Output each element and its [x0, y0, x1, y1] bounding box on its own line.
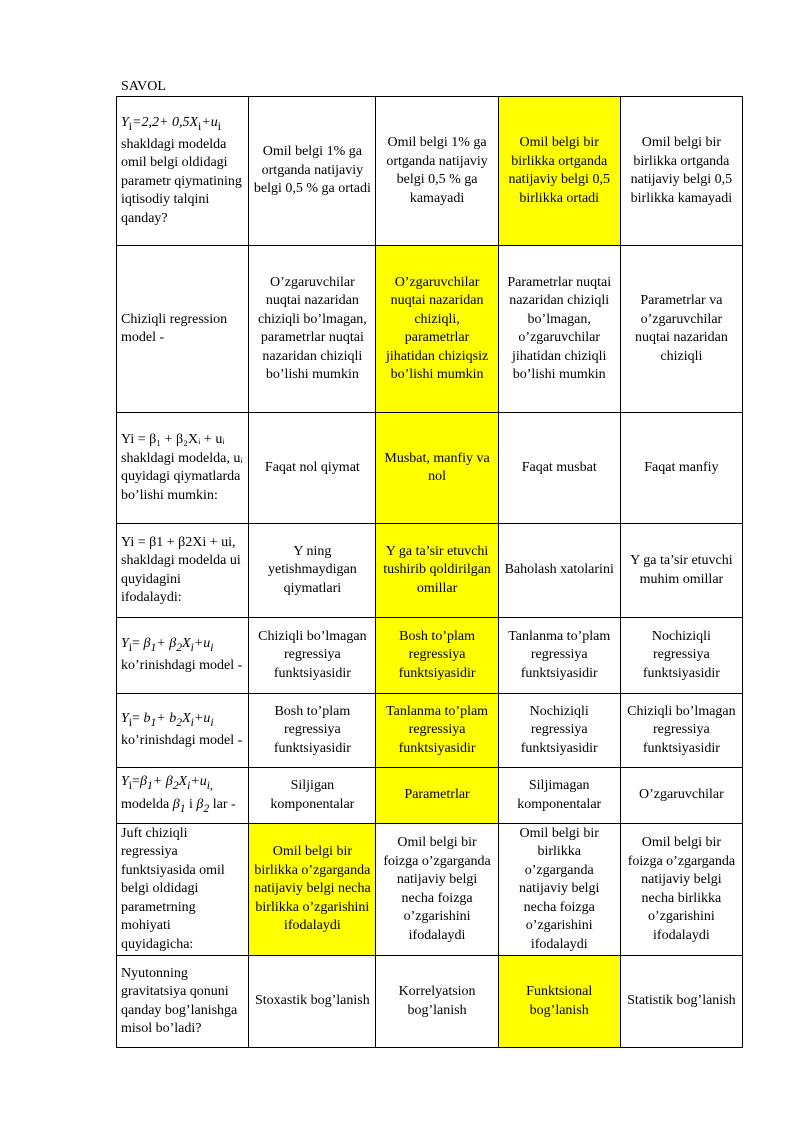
question-text: ko’rinishdagi model -: [121, 658, 243, 674]
answer-option-d: Y ga ta’sir etuvchi muhim omillar: [620, 524, 742, 618]
answer-option-d: O’zgaruvchilar: [620, 768, 742, 824]
answer-option-d: Omil belgi bir birlikka ortganda natijaviy belgi 0,5 birlikka kamayadi: [620, 97, 742, 246]
page-heading: SAVOL: [121, 79, 166, 94]
formula-sub: 2: [172, 779, 179, 792]
formula-plus: +: [193, 711, 204, 727]
question-cell: Yi = β1 + β2Xi + ui, shakldagi modelda ui quyidagini ifodalaydi:: [117, 524, 249, 618]
answer-option-c: Siljimagan komponentalar: [498, 768, 620, 824]
answer-option-a: Bosh to’plam regressiya funktsiyasidir: [249, 694, 376, 768]
answer-option-b-correct: Musbat, manfiy va nol: [376, 413, 498, 524]
formula-sub: i,: [206, 779, 213, 792]
question-text: modelda: [121, 796, 173, 812]
question-text: shakldagi modelda, uᵢ quyidagi qiymatlarda bo’lishi mumkin:: [121, 450, 243, 503]
answer-option-a: Siljigan komponentalar: [249, 768, 376, 824]
formula-sub: 1: [146, 779, 153, 792]
formula-sub: 2: [176, 715, 183, 729]
formula-sub: i: [128, 640, 133, 654]
answer-option-c: Tanlanma to’plam regressiya funktsiyasidir: [498, 618, 620, 694]
answer-option-d: Omil belgi bir foizga o’zgarganda natijaviy belgi necha birlikka o’zgarishini ifodalaydi: [620, 824, 742, 956]
answer-option-b-correct: Y ga ta’sir etuvchi tushirib qoldirilgan omillar: [376, 524, 498, 618]
formula-b2: β: [165, 774, 173, 790]
formula-y: Y: [121, 114, 129, 130]
question-row-7: [117, 768, 743, 824]
answer-option-a: Omil belgi 1% ga ortganda natijaviy belgi 0,5 % ga ortadi: [249, 97, 376, 246]
formula-sub: i: [190, 640, 194, 654]
formula-eq: =: [132, 774, 140, 790]
question-row-4: [117, 524, 743, 618]
question-cell: [117, 97, 249, 246]
answer-option-c-correct: Omil belgi bir birlikka ortganda natijaviy belgi 0,5 birlikka ortadi: [498, 97, 620, 246]
answer-option-c: Baholash xatolarini: [498, 524, 620, 618]
formula-u: u: [203, 711, 211, 727]
formula-y: Y: [121, 711, 129, 727]
formula-sub: 2: [176, 640, 183, 654]
answer-option-a: Y ning yetishmaydigan qiymatlari: [249, 524, 376, 618]
formula-sub: i: [190, 715, 194, 729]
formula-b2: b: [169, 711, 177, 727]
formula-plus: +: [152, 774, 166, 790]
formula-sub: i: [128, 119, 133, 133]
answer-option-c: Faqat musbat: [498, 413, 620, 524]
formula-x: X: [182, 711, 191, 727]
answer-option-c: Omil belgi bir birlikka o’zgarganda natijaviy belgi necha foizga o’zgarishini ifodalaydi: [498, 824, 620, 956]
question-row-9: [117, 956, 743, 1048]
answer-option-d: Chiziqli bo’lmagan regressiya funktsiyasidir: [620, 694, 742, 768]
answer-option-b-correct: Bosh to’plam regressiya funktsiyasidir: [376, 618, 498, 694]
formula-x: X: [189, 114, 199, 130]
answer-option-b-correct: Tanlanma to’plam regressiya funktsiyasidir: [376, 694, 498, 768]
question-row-3: [117, 413, 743, 524]
formula-coeff: =2,2+ 0,5: [132, 114, 190, 130]
question-cell: [117, 768, 249, 824]
formula-u: u: [203, 636, 211, 652]
formula-sub: i: [128, 779, 133, 792]
formula-sub: 2: [203, 801, 210, 815]
formula-sub: i: [187, 779, 191, 792]
answer-option-a: Chiziqli bo’lmagan regressiya funktsiyasidir: [249, 618, 376, 694]
formula-x: X: [178, 774, 188, 790]
answer-option-c: Parametrlar nuqtai nazaridan chiziqli bo’lmagan, o’zgaruvchilar jihatidan chiziqli bo’lishi mumkin: [498, 246, 620, 413]
question-row-5: [117, 618, 743, 694]
answer-option-d: Parametrlar va o’zgaruvchilar nuqtai nazaridan chiziqli: [620, 246, 742, 413]
formula-b2: β: [169, 636, 177, 652]
answer-option-d: Nochiziqli regressiya funktsiyasidir: [620, 618, 742, 694]
formula-plus: +: [190, 774, 200, 790]
question-row-1: [117, 97, 743, 246]
question-cell: Juft chiziqli regressiya funktsiyasida omil belgi oldidagi parametrning mohiyati quyidagicha:: [117, 824, 249, 956]
question-row-6: [117, 694, 743, 768]
question-cell: Nyutonning gravitatsiya qonuni qanday bog’lanishga misol bo’ladi?: [117, 956, 249, 1048]
formula-x: X: [182, 636, 191, 652]
answer-option-b-correct: Parametrlar: [376, 768, 498, 824]
question-text: i: [185, 796, 197, 812]
question-text: shakldagi modelda omil belgi oldidagi parametr qiymatining iqtisodiy talqini qanday?: [121, 136, 242, 226]
formula-plus: +: [156, 636, 170, 652]
formula-plus: +: [193, 636, 204, 652]
question-cell: [117, 413, 249, 524]
formula-sub: i: [210, 640, 214, 654]
formula-c2: β: [196, 796, 204, 812]
formula-eq: =: [132, 711, 144, 727]
formula-b1: β: [143, 636, 151, 652]
formula-y: Y: [121, 636, 129, 652]
formula-sub: i: [128, 715, 133, 729]
question-formula: Yi = β₁ + β₂Xᵢ + uᵢ: [121, 432, 225, 447]
answer-option-a: Stoxastik bog’lanish: [249, 956, 376, 1048]
answer-option-b: Korrelyatsion bog’lanish: [376, 956, 498, 1048]
formula-plus: +: [201, 114, 211, 130]
question-text: ko’rinishdagi model -: [121, 733, 243, 749]
answer-option-d: Faqat manfiy: [620, 413, 742, 524]
answer-option-a: Faqat nol qiymat: [249, 413, 376, 524]
formula-sub: i: [210, 715, 214, 729]
question-text: lar -: [209, 796, 236, 812]
formula-sub: i: [217, 119, 221, 133]
formula-c1: β: [172, 796, 180, 812]
formula-b1: b: [143, 711, 151, 727]
formula-y: Y: [121, 774, 129, 790]
answer-option-a-correct: Omil belgi bir birlikka o’zgarganda natijaviy belgi necha birlikka o’zgarishini ifodalaydi: [249, 824, 376, 956]
answer-option-b-correct: O’zgaruvchilar nuqtai nazaridan chiziqli, parametrlar jihatidan chiziqsiz bo’lishi mumkin: [376, 246, 498, 413]
question-cell: [117, 694, 249, 768]
formula-sub: 1: [150, 715, 157, 729]
question-cell: Chiziqli regression model -: [117, 246, 249, 413]
formula-u: u: [199, 774, 207, 790]
question-row-2: [117, 246, 743, 413]
answer-option-d: Statistik bog’lanish: [620, 956, 742, 1048]
formula-eq: =: [132, 636, 144, 652]
answer-option-a: O’zgaruvchilar nuqtai nazaridan chiziqli bo’lmagan, parametrlar nuqtai nazaridan chiziqli bo’lishi mumkin: [249, 246, 376, 413]
answer-option-b: Omil belgi bir foizga o’zgarganda natijaviy belgi necha foizga o’zgarishini ifodalaydi: [376, 824, 498, 956]
formula-b1: β: [139, 774, 147, 790]
answer-option-c: Nochiziqli regressiya funktsiyasidir: [498, 694, 620, 768]
question-row-8: [117, 824, 743, 956]
question-table: [116, 96, 743, 1048]
answer-option-c-correct: Funktsional bog’lanish: [498, 956, 620, 1048]
formula-u: u: [210, 114, 218, 130]
formula-sub: i: [198, 119, 202, 133]
formula-sub: 1: [150, 640, 157, 654]
formula-sub: 1: [179, 801, 186, 815]
question-cell: [117, 618, 249, 694]
answer-option-b: Omil belgi 1% ga ortganda natijaviy belgi 0,5 % ga kamayadi: [376, 97, 498, 246]
formula-plus: +: [156, 711, 170, 727]
